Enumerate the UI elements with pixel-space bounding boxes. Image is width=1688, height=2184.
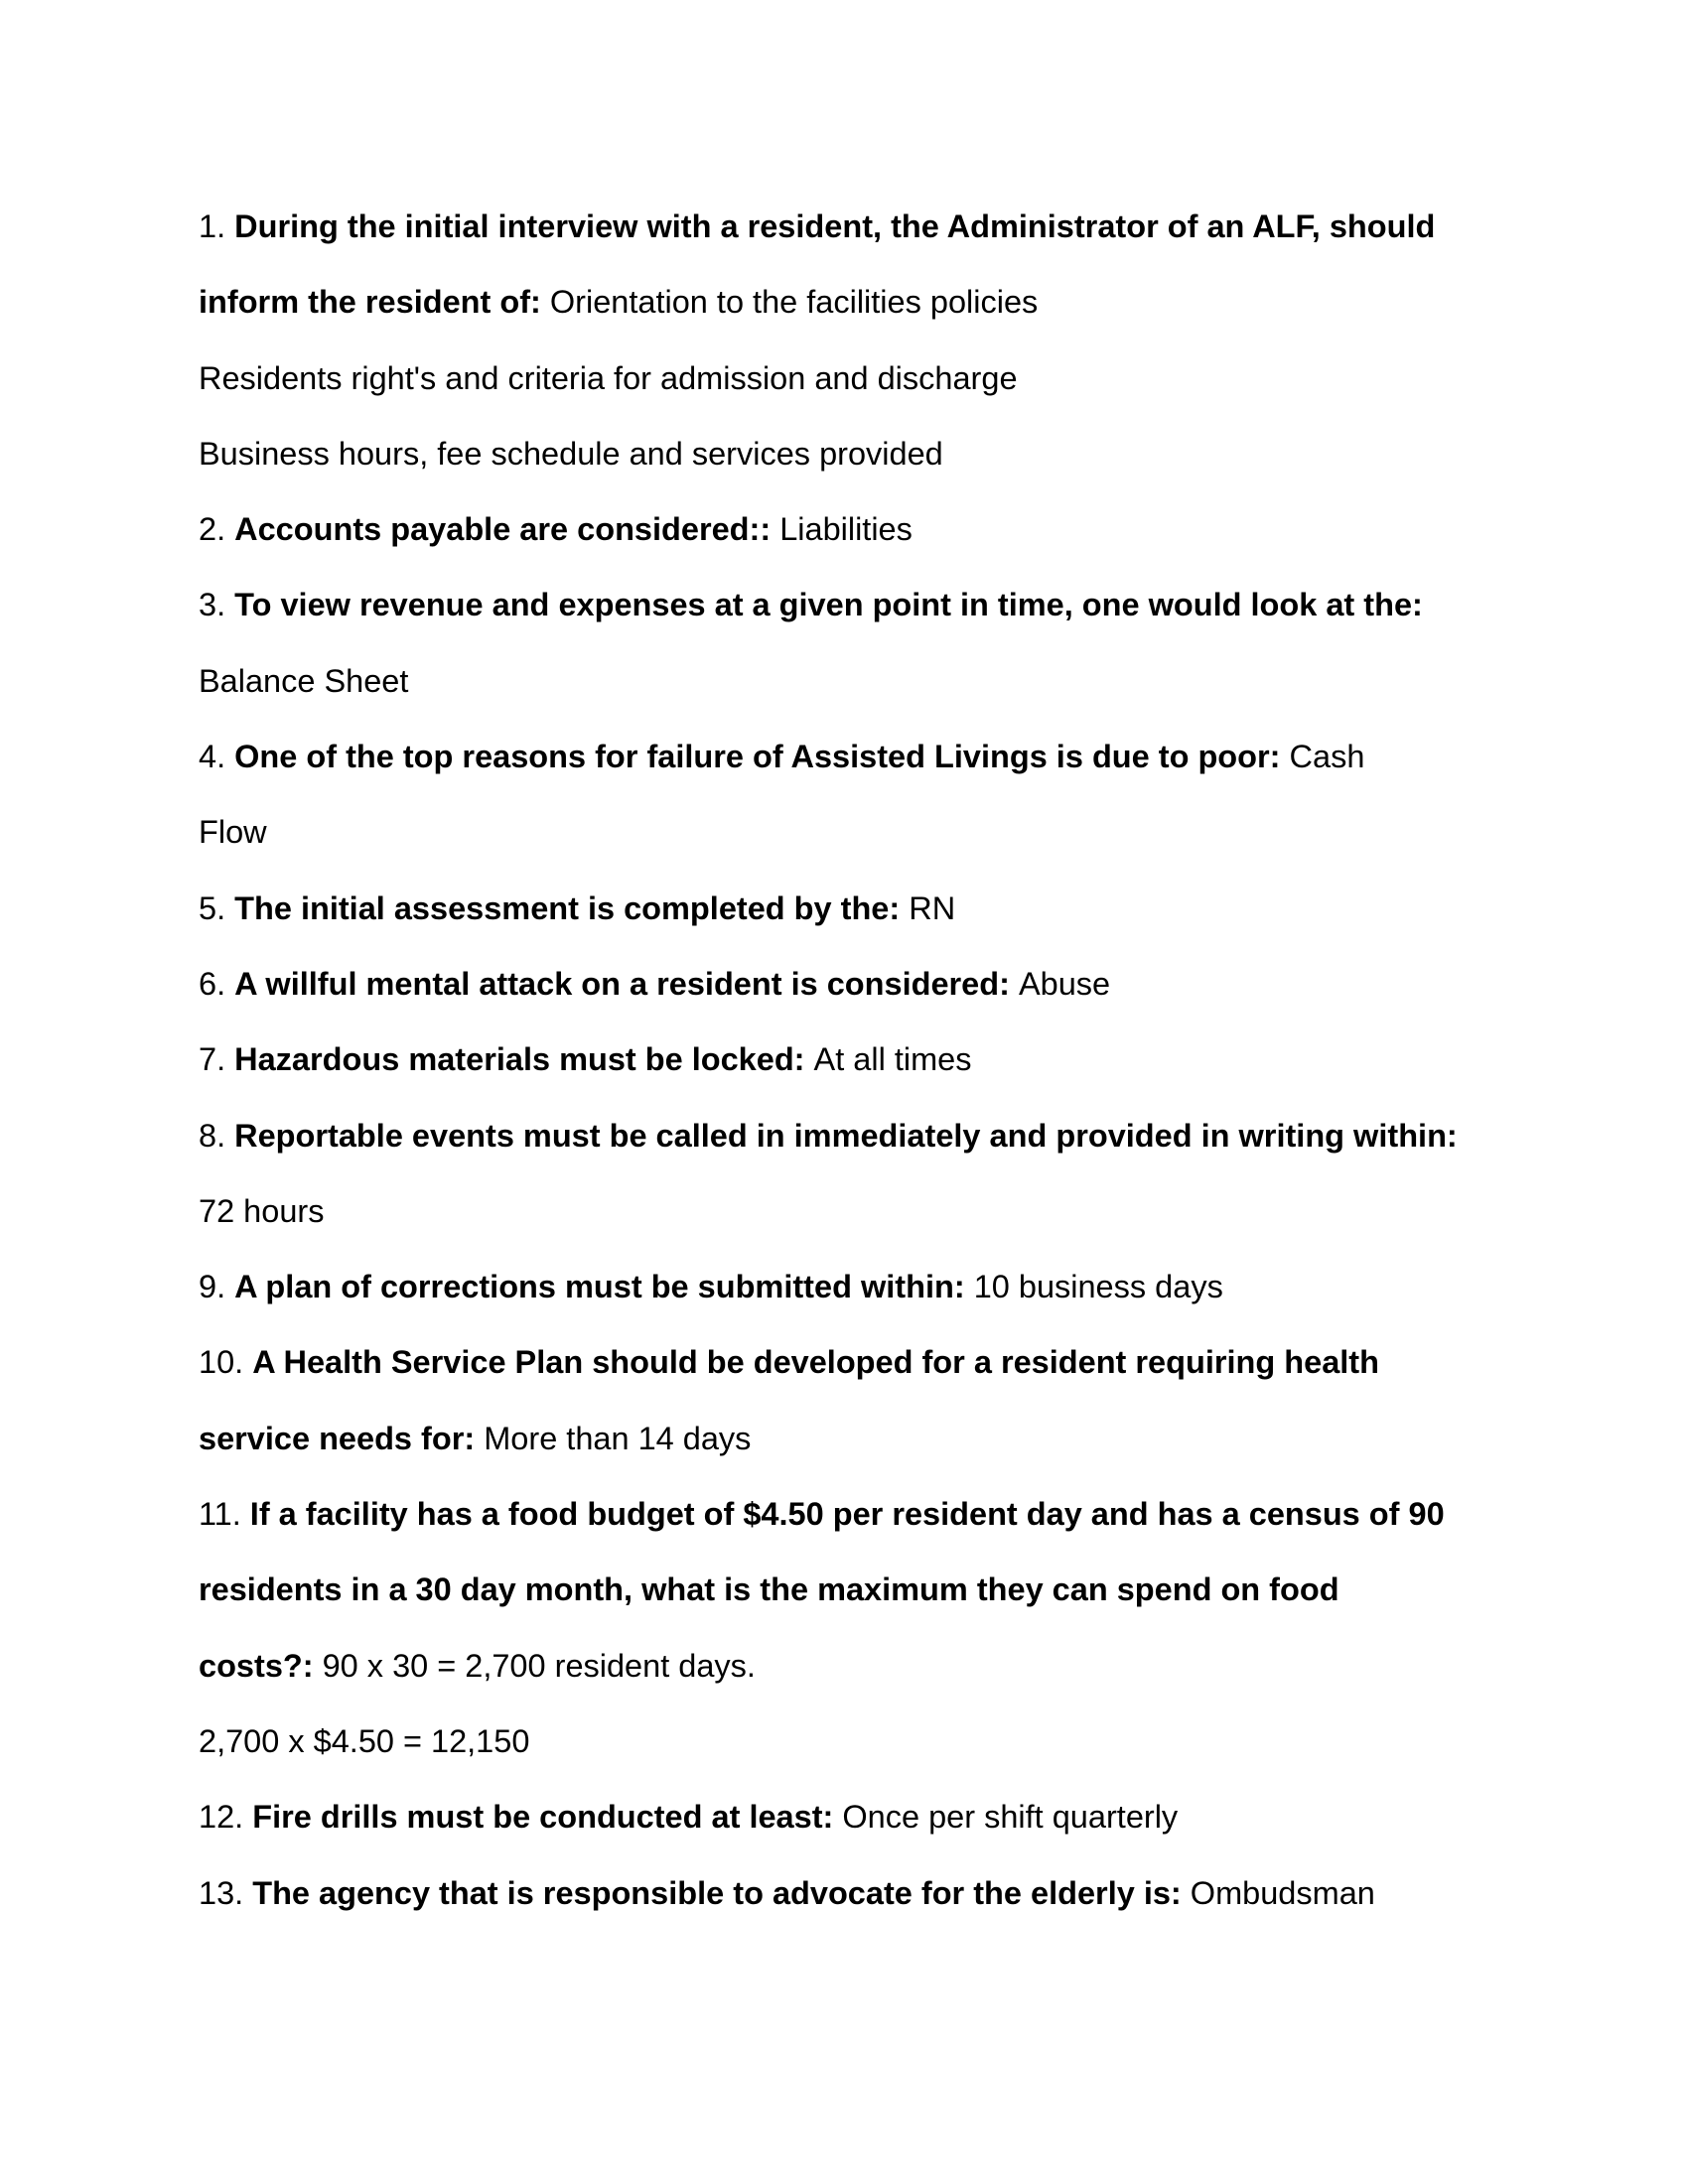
text-line	[199, 341, 1499, 416]
question-text: A plan of corrections must be submitted within:	[234, 1269, 974, 1305]
text-line	[199, 1098, 1499, 1173]
text-line	[199, 1249, 1499, 1324]
text-line	[199, 1173, 1499, 1249]
text-line	[199, 567, 1499, 642]
item-number: 3.	[199, 587, 235, 623]
answer-text: 90 x 30 = 2,700 resident days.	[322, 1647, 756, 1684]
question-text: If a facility has a food budget of $4.50 per resident day and has a census of 90	[249, 1496, 1445, 1533]
item-number: 8.	[199, 1117, 235, 1154]
text-line	[199, 794, 1499, 870]
answer-text: 72 hours	[199, 1192, 325, 1229]
question-text: During the initial interview with a resident, the Administrator of an ALF, should	[234, 208, 1436, 244]
text-line	[199, 719, 1499, 794]
question-text: Fire drills must be conducted at least:	[252, 1799, 843, 1836]
question-text: The agency that is responsible to advocate for the elderly is:	[252, 1874, 1191, 1911]
text-line	[199, 491, 1499, 567]
text-line	[199, 1401, 1499, 1476]
item-number: 6.	[199, 965, 235, 1002]
question-text: The initial assessment is completed by the:	[234, 889, 910, 926]
question-text: A Health Service Plan should be developed for a resident requiring health	[252, 1344, 1379, 1381]
text-line	[199, 1476, 1499, 1552]
document-body	[199, 189, 1499, 1931]
answer-text: Ombudsman	[1190, 1874, 1375, 1911]
item-number: 10.	[199, 1344, 253, 1381]
answer-text: Balance Sheet	[199, 662, 409, 699]
question-text: service needs for:	[199, 1420, 485, 1456]
text-line	[199, 1552, 1499, 1627]
item-number: 1.	[199, 208, 235, 244]
text-line	[199, 871, 1499, 946]
answer-text: Business hours, fee schedule and services provided	[199, 435, 943, 472]
item-number: 5.	[199, 889, 235, 926]
answer-text: At all times	[813, 1041, 972, 1078]
text-line	[199, 416, 1499, 491]
answer-text: More than 14 days	[484, 1420, 752, 1456]
text-line	[199, 1022, 1499, 1097]
question-text: costs?:	[199, 1647, 323, 1684]
text-line	[199, 643, 1499, 719]
question-text: To view revenue and expenses at a given point in time, one would look at the:	[234, 587, 1423, 623]
text-line	[199, 264, 1499, 340]
answer-text: Abuse	[1018, 965, 1111, 1002]
question-text: One of the top reasons for failure of Assisted Livings is due to poor:	[234, 739, 1290, 775]
answer-text: Residents right's and criteria for admission and discharge	[199, 359, 1018, 396]
text-line	[199, 1704, 1499, 1779]
item-number: 12.	[199, 1799, 253, 1836]
item-number: 7.	[199, 1041, 235, 1078]
item-number: 2.	[199, 511, 235, 548]
text-line	[199, 189, 1499, 264]
answer-text: Cash	[1289, 739, 1365, 775]
answer-text: 2,700 x $4.50 = 12,150	[199, 1722, 530, 1759]
item-number: 13.	[199, 1874, 253, 1911]
item-number: 4.	[199, 739, 235, 775]
answer-text: RN	[909, 889, 956, 926]
text-line	[199, 1324, 1499, 1400]
question-text: A willful mental attack on a resident is considered:	[234, 965, 1019, 1002]
text-line	[199, 1628, 1499, 1704]
item-number: 9.	[199, 1269, 235, 1305]
text-line	[199, 1855, 1499, 1931]
question-text: Reportable events must be called in immediately and provided in writing within:	[234, 1117, 1458, 1154]
question-text: Accounts payable are considered::	[234, 511, 780, 548]
item-number: 11.	[199, 1496, 250, 1533]
answer-text: Once per shift quarterly	[842, 1799, 1179, 1836]
question-text: residents in a 30 day month, what is the maximum they can spend on food	[199, 1571, 1339, 1608]
question-text: inform the resident of:	[199, 284, 550, 321]
text-line	[199, 946, 1499, 1022]
question-text: Hazardous materials must be locked:	[234, 1041, 814, 1078]
answer-text: Orientation to the facilities policies	[549, 284, 1039, 321]
answer-text: 10 business days	[973, 1269, 1223, 1305]
answer-text: Flow	[199, 814, 267, 851]
text-line	[199, 1779, 1499, 1854]
answer-text: Liabilities	[779, 511, 913, 548]
